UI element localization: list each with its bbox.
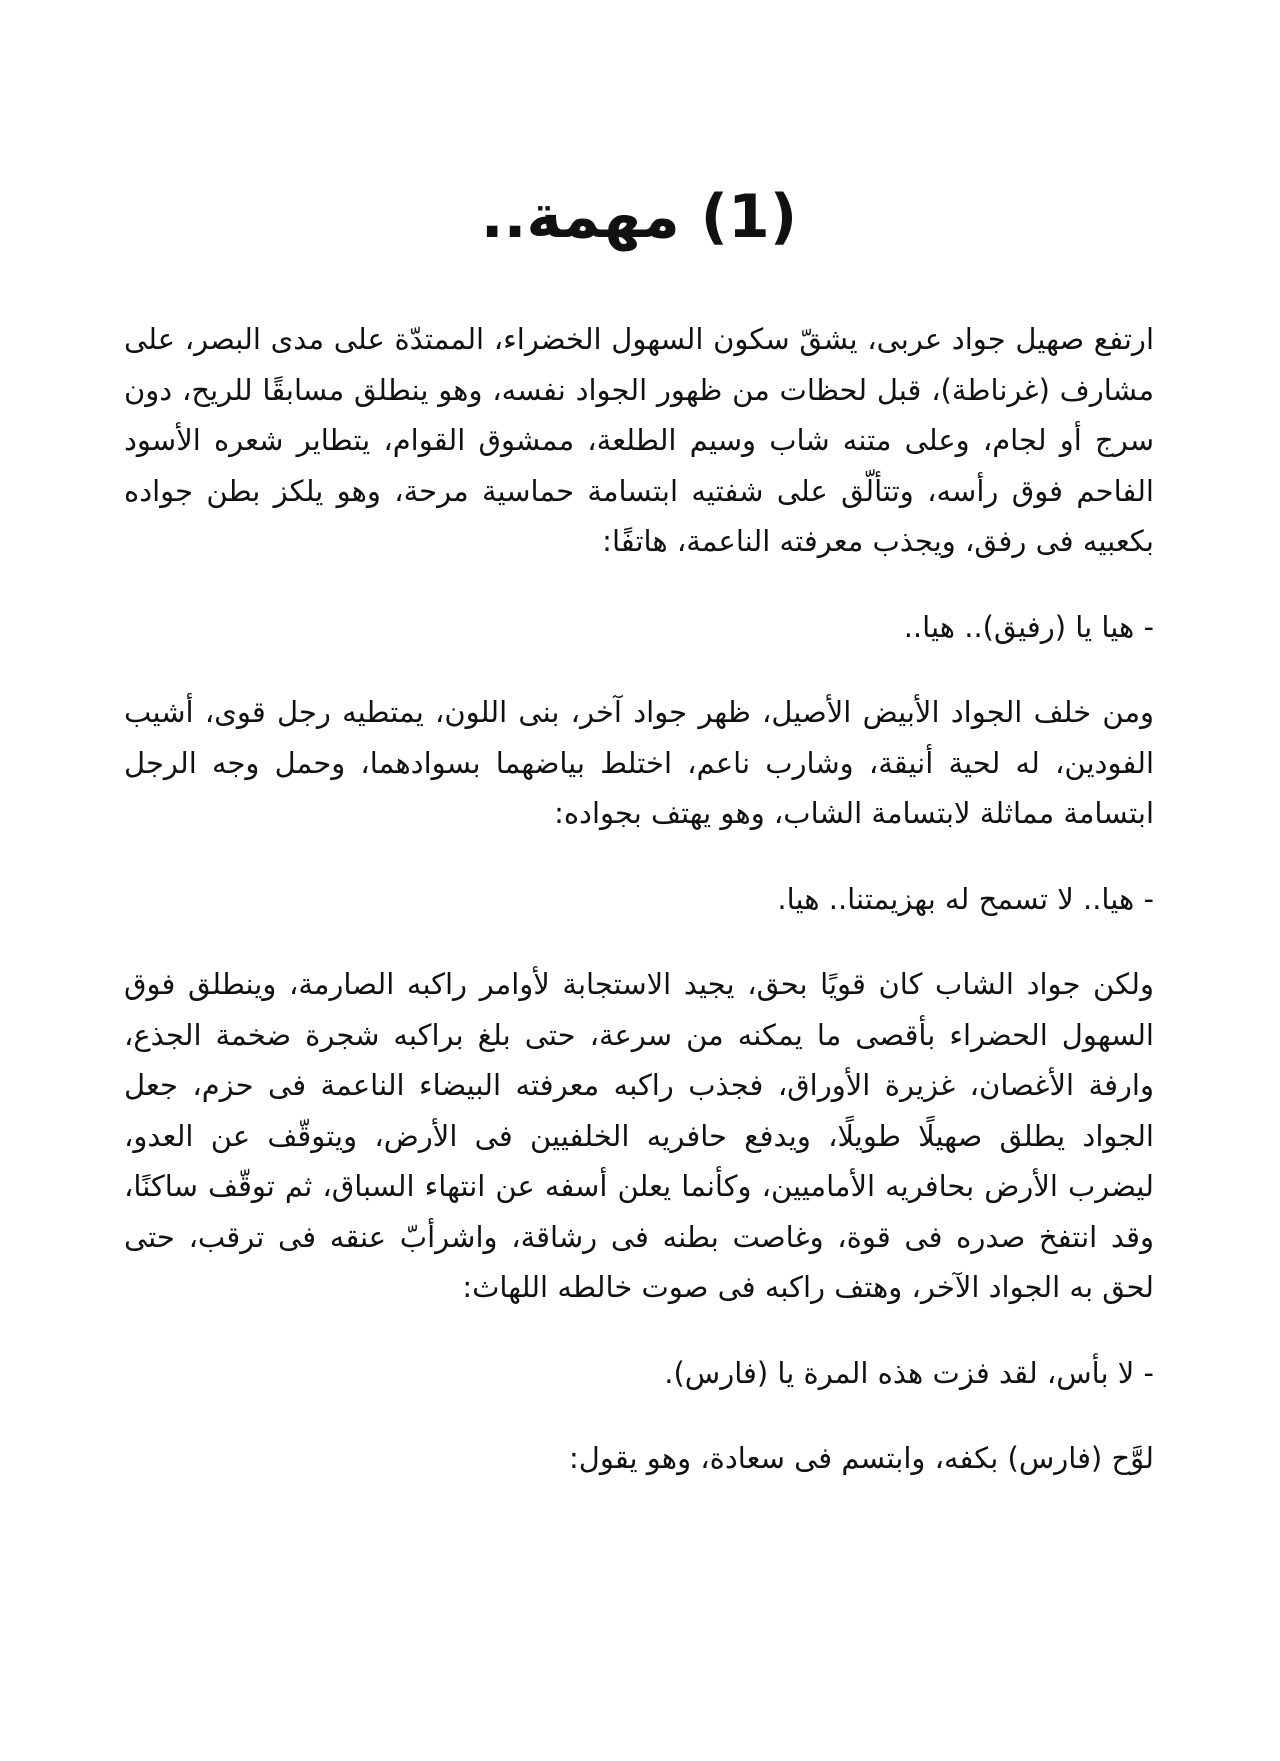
narration-paragraph: لوَّح (فارس) بكفه، وابتسم فى سعادة، وهو يقول:	[569, 1441, 1154, 1475]
narration-paragraph: ارتفع صهيل جواد عربى، يشقّ سكون السهول الخضراء، الممتدّة على مدى البصر، على مشارف (غرناطة)، قبل لحظات من ظهور الجواد نفسه، وهو ينطلق مسابقًا للريح، دون سرج أو لجام، وعلى متنه شاب وسيم الطلعة، ممشوق القوام، يتطاير شعره الأسود الفاحم فوق رأسه، وتتألّق على شفتيه ابتسامة حماسية مرحة، وهو يلكز بطن جواده بكعبيه فى رفق، ويجذب معرفته الناعمة، هاتفًا:	[124, 322, 1154, 558]
chapter-title: (1) مهمة..	[480, 182, 798, 252]
dialogue-line: - لا بأس، لقد فزت هذه المرة يا (فارس).	[664, 1355, 1154, 1390]
narration-paragraph: ومن خلف الجواد الأبيض الأصيل، ظهر جواد آخر، بنى اللون، يمتطيه رجل قوى، أشيب الفودين، له لحية أنيقة، وشارب ناعم، اختلط بياضهما بسوادهما، وحمل وجه الرجل ابتسامة مماثلة لابتسامة الشاب، وهو يهتف بجواده:	[124, 695, 1154, 830]
dialogue-line: - هيا.. لا تسمح له بهزيمتنا.. هيا.	[777, 881, 1154, 916]
narration-paragraph: ولكن جواد الشاب كان قويًا بحق، يجيد الاستجابة لأوامر راكبه الصارمة، وينطلق فوق السهول الحضراء بأقصى ما يمكنه من سرعة، حتى بلغ براكبه شجرة ضخمة الجذع، وارفة الأغصان، غزيرة الأوراق، فجذب راكبه معرفته البيضاء الناعمة فى حزم، جعل الجواد يطلق صهيلًا طويلًا، ويدفع حافريه الخلفيين فى الأرض، ويتوقّف عن العدو، ليضرب الأرض بحافريه الأماميين، وكأنما يعلن أسفه عن انتهاء السباق، ثم توقّف ساكنًا، وقد انتفخ صدره فى قوة، وغاصت بطنه فى رشاقة، واشرأبّ عنقه فى ترقب، حتى لحق به الجواد الآخر، وهتف راكبه فى صوت خالطه اللهاث:	[124, 967, 1154, 1304]
dialogue-line: - هيا يا (رفيق).. هيا..	[903, 609, 1154, 644]
chapter-body	[124, 314, 1154, 1519]
book-page	[124, 0, 1154, 1761]
